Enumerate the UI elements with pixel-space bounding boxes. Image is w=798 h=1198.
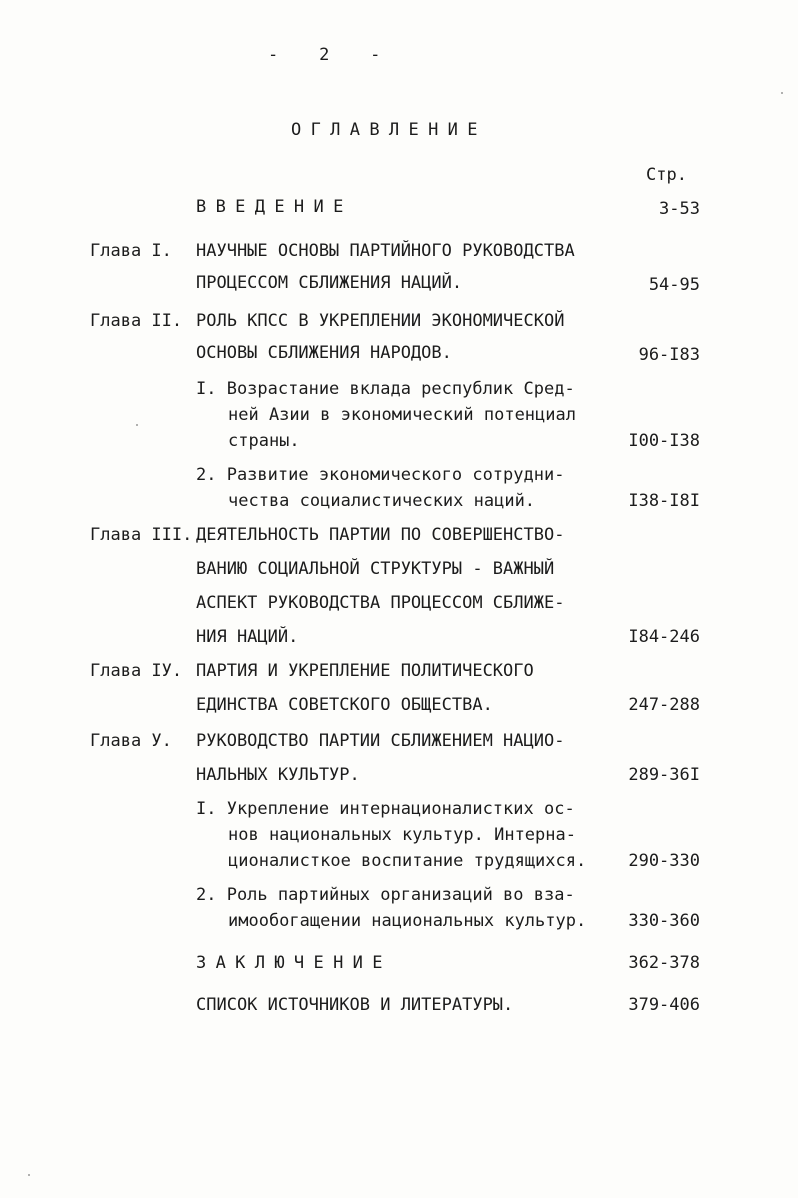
- toc-page-range: 379-406: [628, 995, 700, 1015]
- toc-entry-text: НИЯ НАЦИЙ.: [196, 627, 299, 647]
- toc-entry-text: чества социалистических наций.: [228, 491, 536, 511]
- toc-entry-text: ПАРТИЯ И УКРЕПЛЕНИЕ ПОЛИТИЧЕСКОГО: [196, 661, 534, 681]
- toc-page-range: 54-95: [648, 275, 700, 295]
- toc-entry-text: ней Азии в экономический потенциал: [228, 405, 576, 425]
- toc-page-range: I38-I8I: [628, 491, 700, 511]
- toc-entry-text: I. Укрепление интернационалистких ос-: [196, 799, 575, 819]
- toc-page-range: 96-I83: [638, 345, 700, 365]
- toc-page-range: 330-360: [628, 911, 700, 931]
- toc-entry-text: НАЛЬНЫХ КУЛЬТУР.: [196, 765, 360, 785]
- toc-entry-text: ОСНОВЫ СБЛИЖЕНИЯ НАРОДОВ.: [196, 343, 452, 363]
- toc-entry-text: ЗАКЛЮЧЕНИЕ: [196, 953, 392, 973]
- toc-entry-text: I. Возрастание вклада республик Сред-: [196, 379, 575, 399]
- toc-entry-text: нов национальных культур. Интерна-: [228, 825, 576, 845]
- chapter-label: Глава IУ.: [90, 661, 183, 681]
- scan-speck: [28, 1174, 30, 1176]
- toc-entry-text: РУКОВОДСТВО ПАРТИИ СБЛИЖЕНИЕМ НАЦИО-: [196, 731, 565, 751]
- toc-entry-text: СПИСОК ИСТОЧНИКОВ И ЛИТЕРАТУРЫ.: [196, 995, 514, 1015]
- toc-page-range: I84-246: [628, 627, 700, 647]
- chapter-label: Глава II.: [90, 311, 183, 331]
- page-number: - 2 -: [268, 45, 396, 65]
- toc-page-range: 362-378: [628, 953, 700, 973]
- toc-entry-text: ЕДИНСТВА СОВЕТСКОГО ОБЩЕСТВА.: [196, 695, 493, 715]
- toc-entry-text: НАУЧНЫЕ ОСНОВЫ ПАРТИЙНОГО РУКОВОДСТВА: [196, 241, 575, 261]
- toc-page-range: 247-288: [628, 695, 700, 715]
- toc-entry-text: ДЕЯТЕЛЬНОСТЬ ПАРТИИ ПО СОВЕРШЕНСТВО-: [196, 525, 565, 545]
- toc-entry-text: ПРОЦЕССОМ СБЛИЖЕНИЯ НАЦИЙ.: [196, 273, 463, 293]
- toc-page-range: 290-330: [628, 851, 700, 871]
- scan-speck: [136, 424, 138, 426]
- toc-entry-text: ВАНИЮ СОЦИАЛЬНОЙ СТРУКТУРЫ - ВАЖНЫЙ: [196, 559, 555, 579]
- scan-speck: [781, 92, 783, 94]
- toc-entry-text: страны.: [228, 431, 300, 451]
- document-title: ОГЛАВЛЕНИЕ: [291, 120, 487, 140]
- toc-entry-text: ционалисткое воспитание трудящихся.: [228, 851, 587, 871]
- toc-page-range: 3-53: [659, 199, 700, 219]
- toc-entry-text: 2. Роль партийных организаций во вза-: [196, 885, 575, 905]
- toc-page-range: 289-36I: [628, 765, 700, 785]
- toc-entry-text: РОЛЬ КПСС В УКРЕПЛЕНИИ ЭКОНОМИЧЕСКОЙ: [196, 311, 565, 331]
- toc-entry-text: АСПЕКТ РУКОВОДСТВА ПРОЦЕССОМ СБЛИЖЕ-: [196, 593, 565, 613]
- chapter-label: Глава У.: [90, 731, 172, 751]
- toc-entry-text: имообогащении национальных культур.: [228, 911, 587, 931]
- toc-entry-text: 2. Развитие экономического сотрудни-: [196, 465, 565, 485]
- page-column-header: Стр.: [646, 165, 687, 185]
- toc-page-range: I00-I38: [628, 431, 700, 451]
- chapter-label: Глава III.: [90, 525, 193, 545]
- toc-entry-text: ВВЕДЕНИЕ: [196, 197, 353, 217]
- chapter-label: Глава I.: [90, 241, 172, 261]
